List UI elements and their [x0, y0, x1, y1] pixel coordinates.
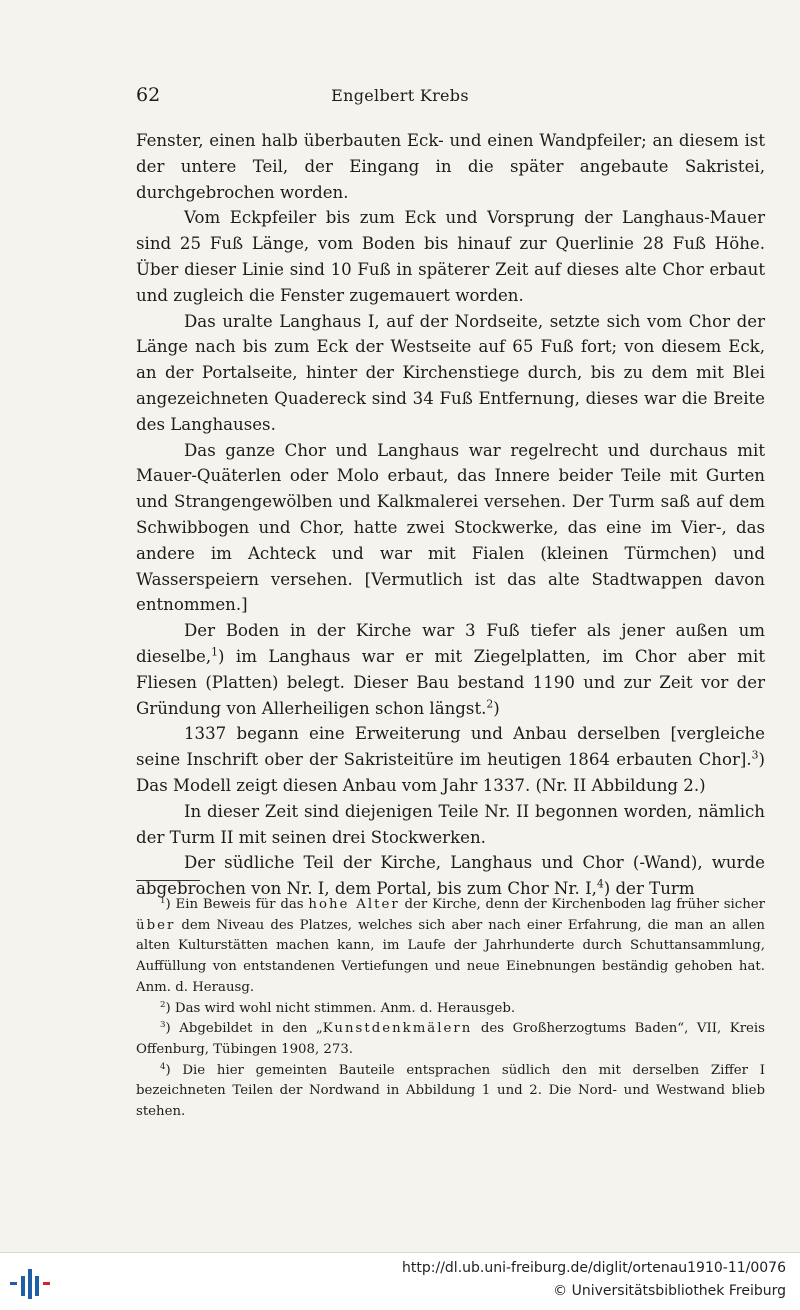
page-number: 62 [136, 84, 161, 106]
paragraph: Das ganze Chor und Langhaus war regelrecht und durchaus mit Mauer-Quäterlen oder Molo erbaut, das Innere beider Teile mit Gurten und Strangengewölben und Kalkmalerei versehen. Der Turm saß auf dem Schwibbogen und Chor, hatte zwei Stockwerke, das eine im Vier-, das andere im Achteck und war mit Fialen (kleinen Türmchen) und Wasserspeiern versehen. [Vermutlich ist das alte Stadtwappen davon entnommen.] [136, 440, 765, 615]
footnote-ref[interactable]: 3 [751, 748, 759, 762]
viewer-footer [0, 1252, 800, 1310]
paragraph: Der südliche Teil der Kirche, Langhaus und Chor (-Wand), wurde abgebrochen von Nr. I, dem Portal, bis zum Chor Nr. I,$^4$) der Turm [136, 853, 765, 899]
copyright-notice: © Universitätsbibliothek Freiburg [553, 1283, 786, 1299]
source-url[interactable]: http://dl.ub.uni-freiburg.de/diglit/ortenau1910-11/0076 [402, 1260, 786, 1276]
main-text [136, 128, 765, 902]
paragraph: Der Boden in der Kirche war 3 Fuß tiefer als jener außen um dieselbe,$^1$) im Langhaus war er mit Ziegelplatten, im Chor aber mit Fliesen (Platten) belegt. Dieser Bau bestand 1190 und zur Zeit vor der Gründung von Allerheiligen schon längst.$^2$) [136, 621, 765, 718]
footnote-divider [136, 880, 200, 881]
footnote: $^3$) Abgebildet in den „Kunstdenkmälern des Großherzogtums Baden“, VII, Kreis Offenburg, Tübingen 1908, 273. [136, 1020, 765, 1057]
footnote: $^1$) Ein Beweis für das hohe Alter der Kirche, denn der Kirchenboden lag früher sicher über dem Niveau des Platzes, welches sich aber nach einer Erfahrung, die man an allen alten Kulturstätten machen kann, im Laufe der Jahrhunderte durch Schuttansammlung, Auffüllung von entstandenen Vertiefungen und neue Einebnungen beständig gehoben hat. Anm. d. Herausg. [136, 895, 766, 995]
footnote: $^4$) Die hier gemeinten Bauteile entsprachen südlich den mit derselben Ziffer I bezeichneten Teilen der Nordwand in Abbildung 1 und 2. Die Nord- und Westwand blieb stehen. [136, 1061, 765, 1120]
paragraph: In dieser Zeit sind diejenigen Teile Nr. II begonnen worden, nämlich der Turm II mit seinen drei Stockwerken. [136, 801, 765, 847]
paragraph: Fenster, einen halb überbauten Eck- und einen Wandpfeiler; an diesem ist der untere Teil, der Eingang in die später angebaute Sakristei, durchgebrochen worden. [136, 131, 765, 202]
paragraph: Das uralte Langhaus I, auf der Nordseite, setzte sich vom Chor der Länge nach bis zum Eck der Westseite auf 65 Fuß fort; von diesem Eck, an der Portalseite, hinter der Kirchenstiege durch, bis zu dem mit Blei angezeichneten Quadereck sind 34 Fuß Entfernung, dieses war die Breite des Langhauses. [136, 311, 765, 434]
running-head: Engelbert Krebs [331, 86, 469, 105]
paragraph: Vom Eckpfeiler bis zum Eck und Vorsprung der Langhaus-Mauer sind 25 Fuß Länge, vom Boden bis hinauf zur Querlinie 28 Fuß Höhe. Über dieser Linie sind 10 Fuß in späterer Zeit auf dieses alte Chor erbaut und zugleich die Fenster zugemauert worden. [136, 208, 765, 305]
footnote-ref[interactable]: 4 [596, 877, 604, 891]
footnote-ref[interactable]: 1 [211, 645, 218, 659]
footnote-ref[interactable]: 2 [486, 697, 494, 711]
footnotes [136, 895, 765, 1123]
paragraph: 1337 begann eine Erweiterung und Anbau derselben [vergleiche seine Inschrift ober der Sakristeitüre im heutigen 1864 erbauten Chor].$^3$) Das Modell zeigt diesen Anbau vom Jahr 1337. (Nr. II Abbildung 2.) [136, 724, 765, 795]
ub-freiburg-logo-icon[interactable] [8, 1263, 52, 1303]
footnote: $^2$) Das wird wohl nicht stimmen. Anm. d. Herausgeb. [160, 999, 516, 1016]
